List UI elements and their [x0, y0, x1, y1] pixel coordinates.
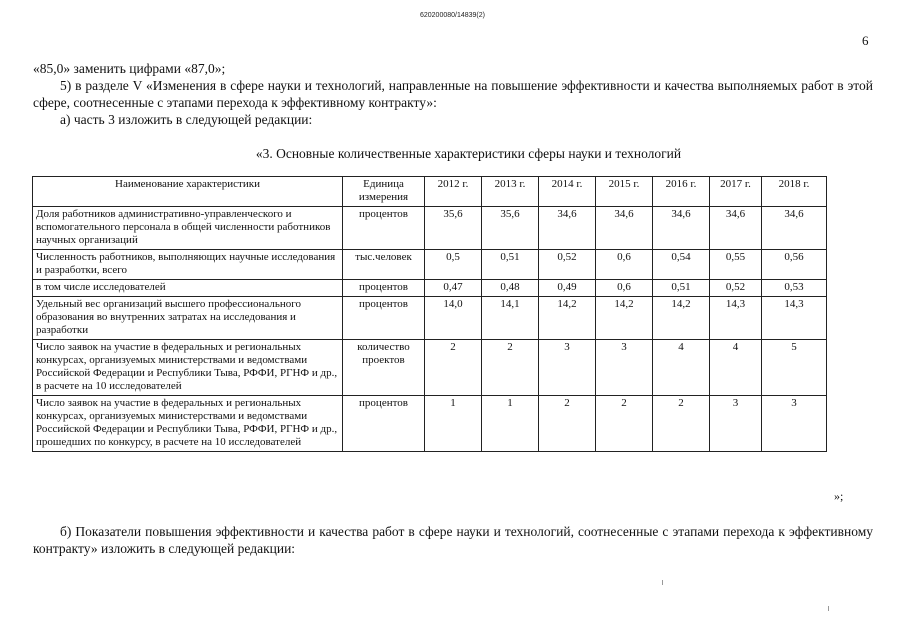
row-value: 0,54	[653, 250, 710, 280]
row-value: 1	[425, 396, 482, 452]
row-value: 34,6	[596, 207, 653, 250]
replace-line: «85,0» заменить цифрами «87,0»;	[33, 61, 226, 76]
row-value: 0,5	[425, 250, 482, 280]
row-value: 35,6	[482, 207, 539, 250]
row-value: 0,55	[710, 250, 762, 280]
header-year: 2016 г.	[653, 177, 710, 207]
row-value: 0,52	[710, 280, 762, 297]
row-value: 0,49	[539, 280, 596, 297]
row-value: 0,48	[482, 280, 539, 297]
row-value: 0,6	[596, 280, 653, 297]
header-year: 2015 г.	[596, 177, 653, 207]
row-value: 3	[710, 396, 762, 452]
row-value: 34,6	[539, 207, 596, 250]
row-value: 14,2	[653, 297, 710, 340]
header-unit: Единица измерения	[343, 177, 425, 207]
row-value: 0,51	[482, 250, 539, 280]
scan-mark	[828, 606, 829, 611]
row-value: 1	[482, 396, 539, 452]
row-value: 14,3	[762, 297, 827, 340]
row-value: 3	[762, 396, 827, 452]
row-value: 34,6	[762, 207, 827, 250]
row-value: 4	[653, 340, 710, 396]
table-row	[33, 396, 827, 452]
row-unit: процентов	[343, 396, 425, 452]
row-value: 35,6	[425, 207, 482, 250]
row-value: 14,0	[425, 297, 482, 340]
row-name: Удельный вес организаций высшего профессионального образования во внутренних затратах на исследования и разработки	[33, 297, 343, 340]
document-code: 620200080/14839(2)	[419, 12, 485, 19]
row-value: 0,52	[539, 250, 596, 280]
table-row	[33, 340, 827, 396]
item-a-line: а) часть 3 изложить в следующей редакции:	[60, 112, 313, 127]
item5-paragraph: 5) в разделе V «Изменения в сфере науки и технологий, направленные на повышение эффективности и качества выполняемых работ в этой сфере, соотнесенные с этапами перехода к эффективному контракту»:	[33, 78, 873, 110]
row-name: Доля работников административно-управленческого и вспомогательного персонала в общей численности работников научных организаций	[33, 207, 343, 250]
row-value: 0,53	[762, 280, 827, 297]
row-value: 14,3	[710, 297, 762, 340]
page-number: 6	[862, 33, 869, 48]
table-header-row	[33, 177, 827, 207]
row-unit: процентов	[343, 280, 425, 297]
row-value: 3	[539, 340, 596, 396]
row-value: 34,6	[653, 207, 710, 250]
header-year: 2013 г.	[482, 177, 539, 207]
row-unit: процентов	[343, 207, 425, 250]
row-value: 2	[596, 396, 653, 452]
row-value: 14,1	[482, 297, 539, 340]
characteristics-table	[32, 176, 827, 452]
table-title: «3. Основные количественные характеристики сферы науки и технологий	[255, 146, 682, 161]
row-value: 14,2	[539, 297, 596, 340]
table-row	[33, 250, 827, 280]
row-value: 4	[710, 340, 762, 396]
row-unit: тыс.человек	[343, 250, 425, 280]
row-name: Число заявок на участие в федеральных и региональных конкурсах, организуемых министерствами и ведомствами Российской Федерации и Республики Тыва, РФФИ, РГНФ и др., прошедших по конкурсу, в расчете на 10 исследователей	[33, 396, 343, 452]
row-value: 14,2	[596, 297, 653, 340]
header-name: Наименование характеристики	[33, 177, 343, 207]
header-year: 2012 г.	[425, 177, 482, 207]
row-value: 0,47	[425, 280, 482, 297]
header-year: 2017 г.	[710, 177, 762, 207]
row-value: 2	[482, 340, 539, 396]
row-value: 5	[762, 340, 827, 396]
row-unit: процентов	[343, 297, 425, 340]
row-unit: количество проектов	[343, 340, 425, 396]
row-value: 0,6	[596, 250, 653, 280]
row-value: 2	[425, 340, 482, 396]
scan-mark	[662, 580, 663, 585]
row-value: 3	[596, 340, 653, 396]
row-value: 2	[539, 396, 596, 452]
row-value: 0,51	[653, 280, 710, 297]
row-value: 2	[653, 396, 710, 452]
header-year: 2018 г.	[762, 177, 827, 207]
closing-quote: »;	[834, 489, 844, 503]
item-b-paragraph: б) Показатели повышения эффективности и качества работ в сфере науки и технологий, соотнесенные с этапами перехода к эффективному контракту» изложить в следующей редакции:	[33, 524, 873, 556]
table-row	[33, 280, 827, 297]
row-value: 0,56	[762, 250, 827, 280]
row-name: Число заявок на участие в федеральных и региональных конкурсах, организуемых министерствами и ведомствами Российской Федерации и Республики Тыва, РФФИ, РГНФ и др., в расчете на 10 исследователей	[33, 340, 343, 396]
row-name: в том числе исследователей	[33, 280, 343, 297]
header-year: 2014 г.	[539, 177, 596, 207]
row-name: Численность работников, выполняющих научные исследования и разработки, всего	[33, 250, 343, 280]
table-row	[33, 207, 827, 250]
table-row	[33, 297, 827, 340]
row-value: 34,6	[710, 207, 762, 250]
